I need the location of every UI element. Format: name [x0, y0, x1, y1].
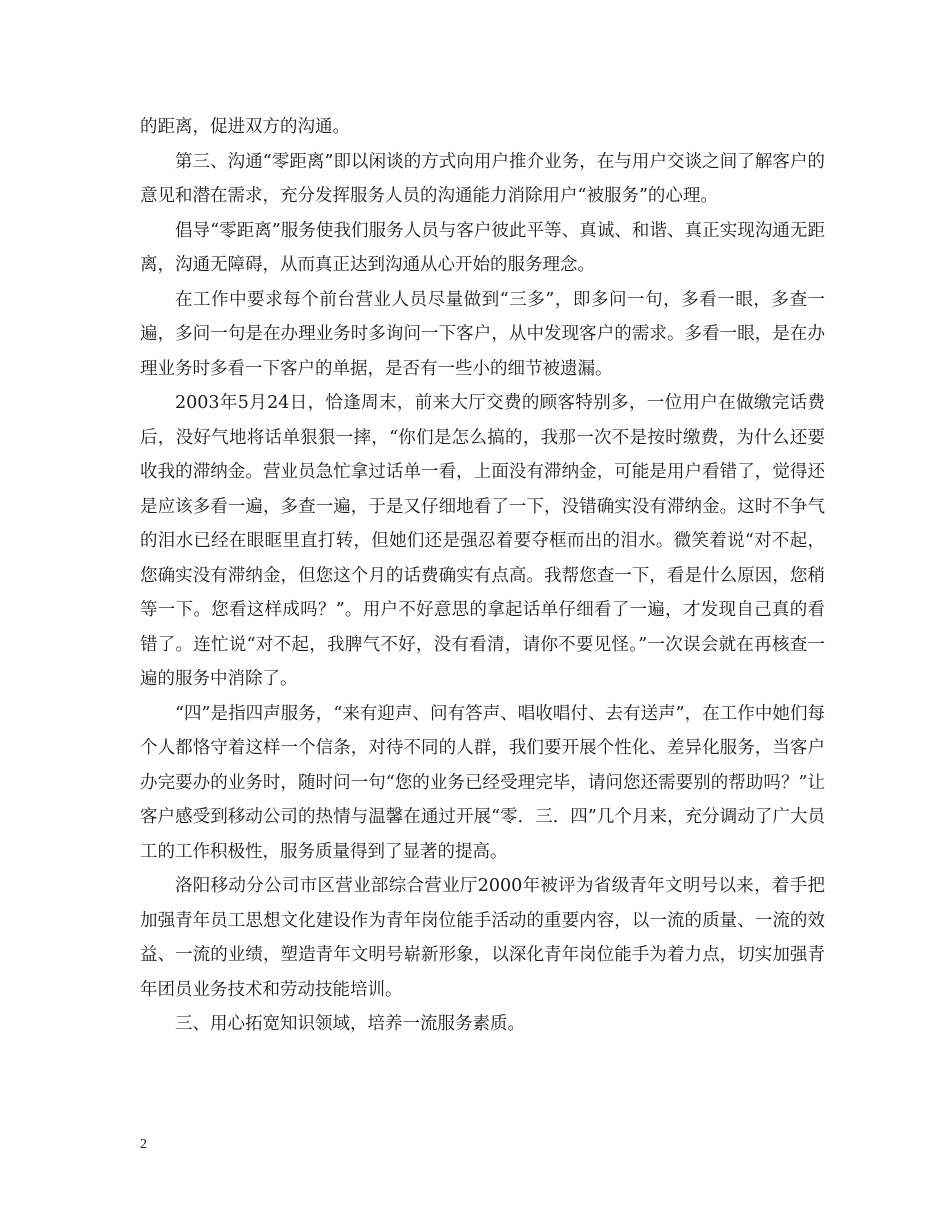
document-body — [140, 110, 825, 1042]
paragraph: “四”是指四声服务，“来有迎声、问有答声、唱收唱付、去有送声”，在工作中她们每个人都恪守着这样一个信条，对待不同的人群，我们要开展个性化、差异化服务，当客户办完要办的业务时，随时问一句“您的业务已经受理完毕，请问您还需要别的帮助吗？”让客户感受到移动公司的热情与温馨在通过开展“零．三．四”几个月来，充分调动了广大员工的工作积极性，服务质量得到了显著的提高。 — [140, 703, 825, 862]
paragraph: 在工作中要求每个前台营业人员尽量做到“三多”，即多问一句，多看一眼，多查一遍，多问一句是在办理业务时多询问一下客户，从中发现客户的需求。多看一眼，是在办理业务时多看一下客户的单据，是否有一些小的细节被遗漏。 — [140, 289, 825, 379]
paragraph: 洛阳移动分公司市区营业部综合营业厅2000年被评为省级青年文明号以来，着手把加强青年员工思想文化建设作为青年岗位能手活动的重要内容，以一流的质量、一流的效益、一流的业绩，塑造青年文明号崭新形象，以深化青年岗位能手为着力点，切实加强青年团员业务技术和劳动技能培训。 — [140, 876, 825, 1000]
paragraph: 2003年5月24日，恰逢周末，前来大厅交费的顾客特别多，一位用户在做缴完话费后，没好气地将话单狠狠一摔，“你们是怎么搞的，我那一次不是按时缴费，为什么还要收我的滞纳金。营业员急忙拿过话单一看，上面没有滞纳金，可能是用户看错了，觉得还是应该多看一遍，多查一遍，于是又仔细地看了一下，没错确实没有滞纳金。这时不争气的泪水已经在眼眶里直打转，但她们还是强忍着要夺框而出的泪水。微笑着说“对不起，您确实没有滞纳金，但您这个月的话费确实有点高。我帮您查一下，看是什么原因，您稍等一下。您看这样成吗？”。用户不好意思的拿起话单仔细看了一遍，才发现自己真的看错了。连忙说“对不起，我脾气不好，没有看清，请你不要见怪。”一次误会就在再核查一遍的服务中消除了。 — [140, 393, 825, 689]
paragraph: 第三、沟通“零距离”即以闲谈的方式向用户推介业务，在与用户交谈之间了解客户的意见和潜在需求，充分发挥服务人员的沟通能力消除用户“被服务”的心理。 — [140, 151, 825, 206]
page-number: 2 — [140, 1137, 147, 1152]
paragraph: 的距离，促进双方的沟通。 — [140, 117, 350, 137]
section-heading: 三、用心拓宽知识领域，培养一流服务素质。 — [175, 1014, 525, 1034]
paragraph: 倡导“零距离”服务使我们服务人员与客户彼此平等、真诚、和谐、真正实现沟通无距离，沟通无障碍，从而真正达到沟通从心开始的服务理念。 — [140, 220, 825, 275]
